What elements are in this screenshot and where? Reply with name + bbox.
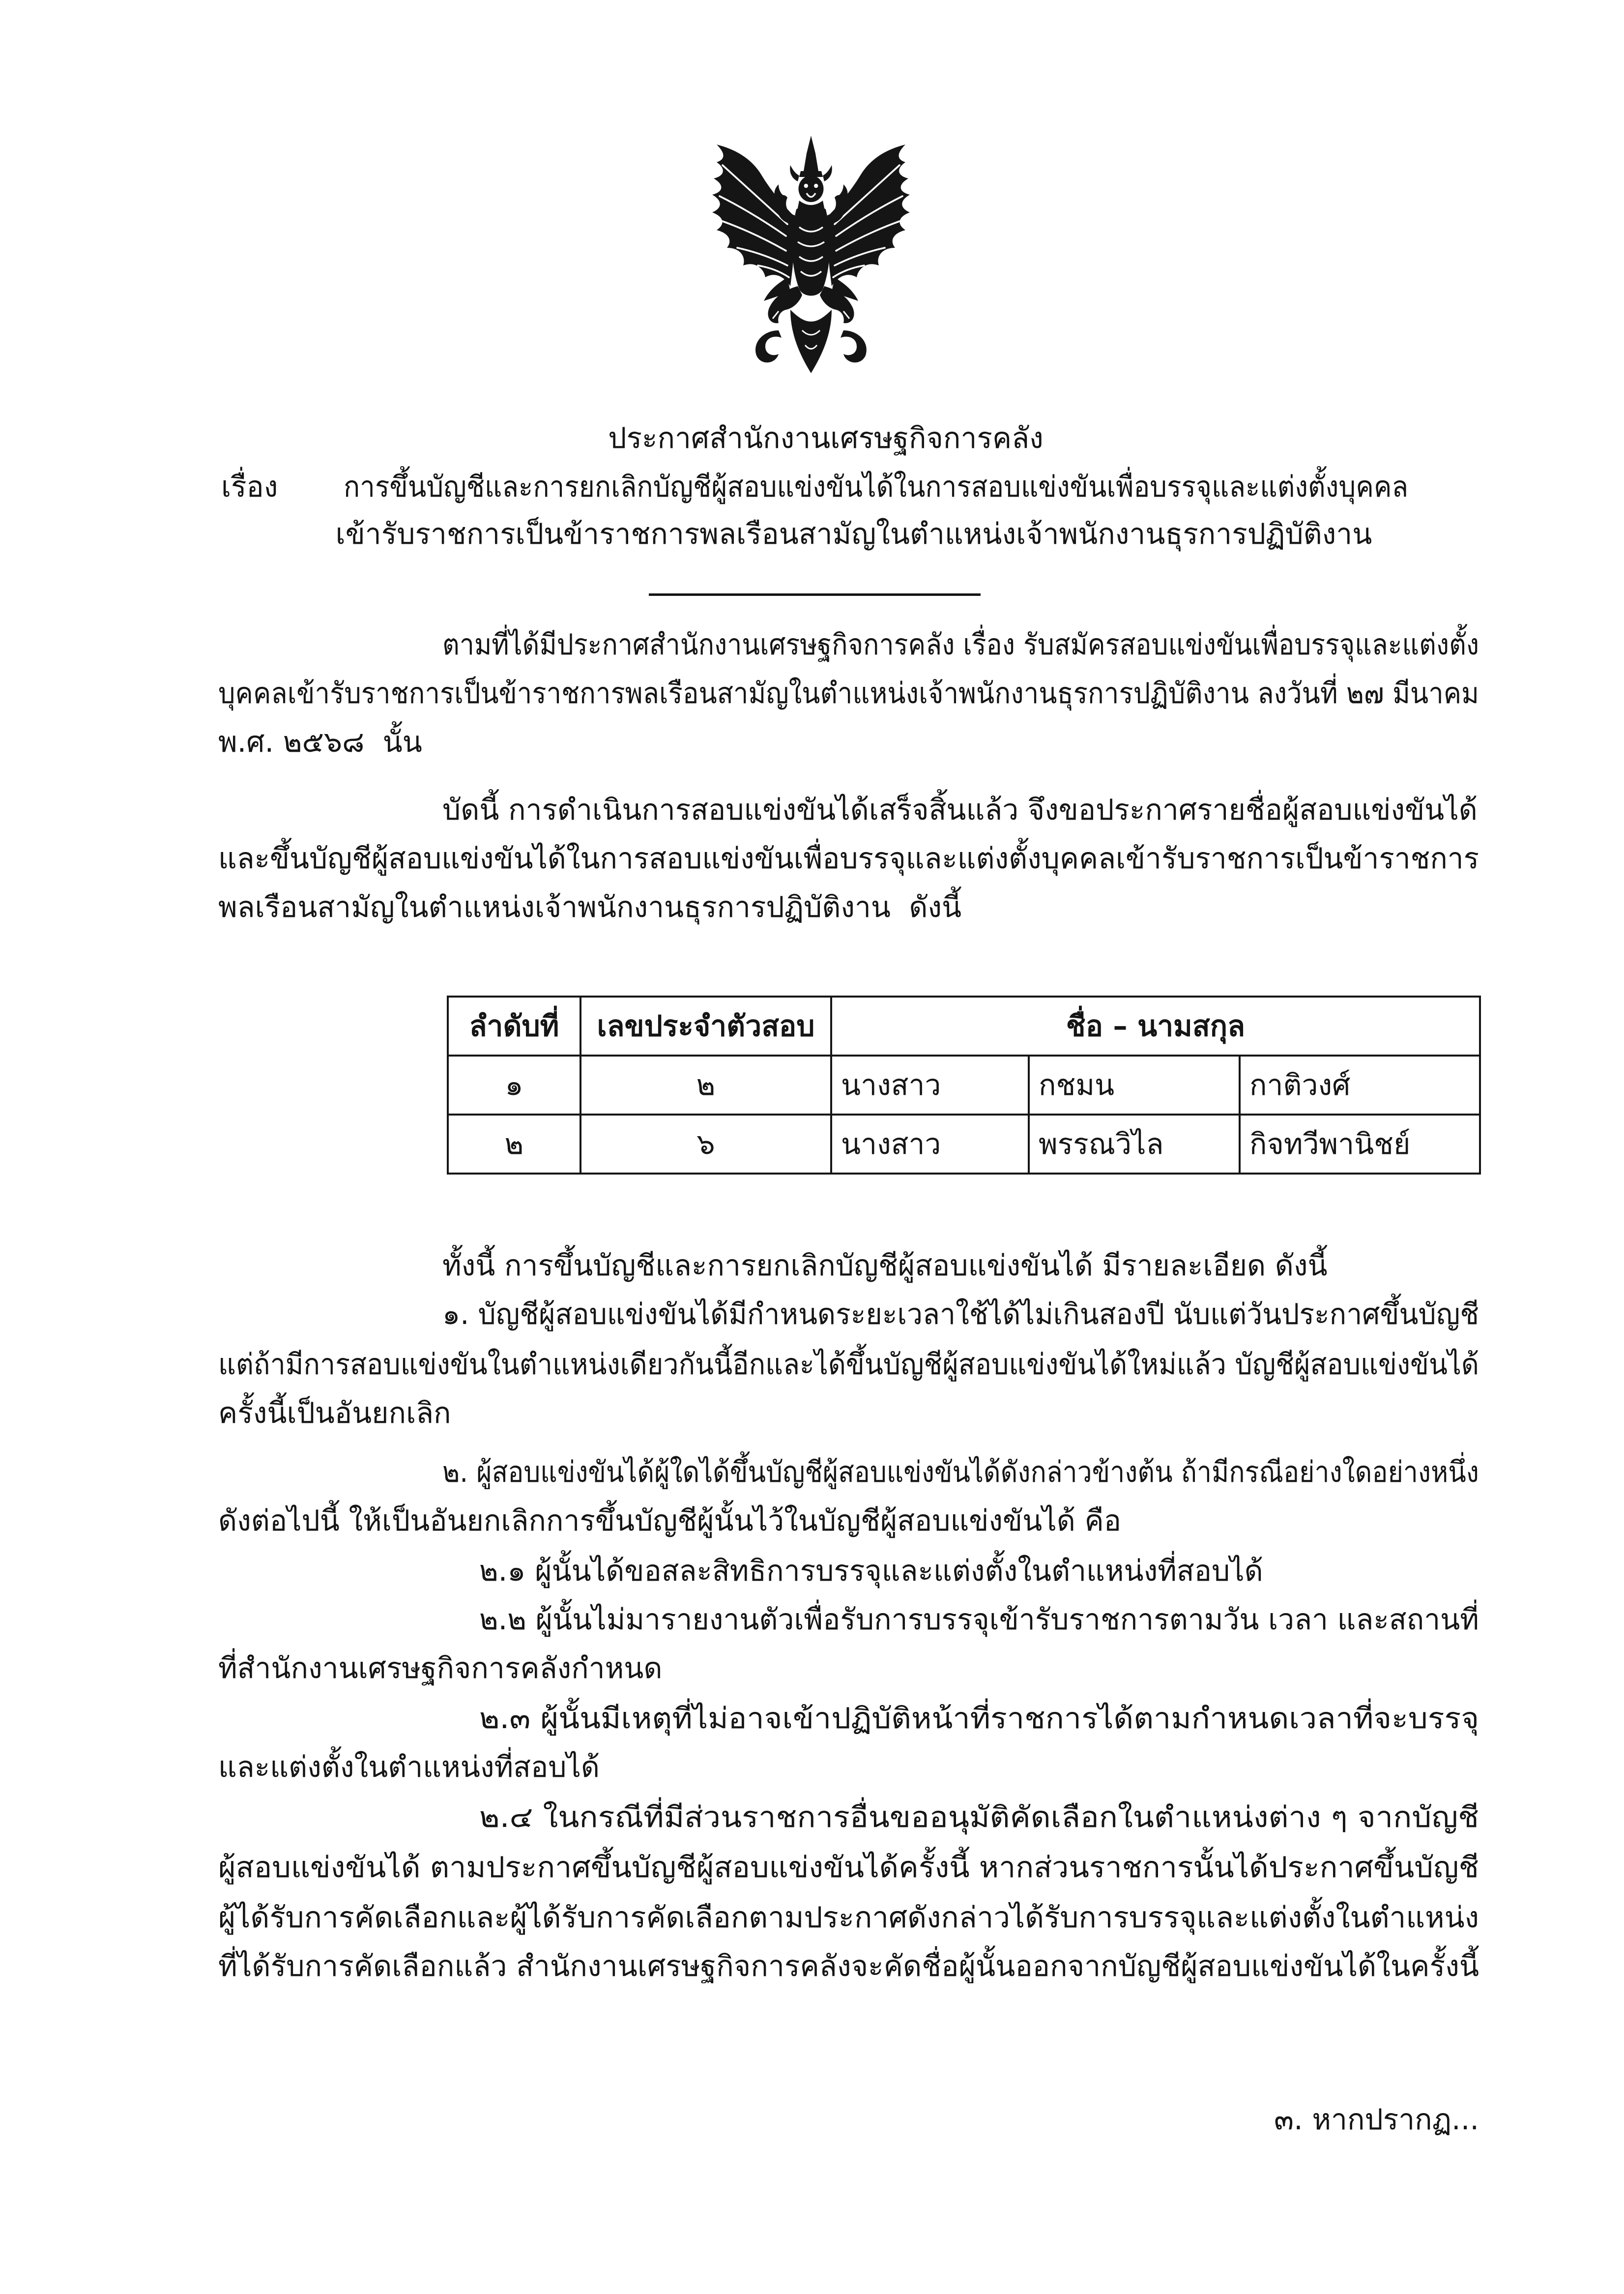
detail-text: ทั้งนี้ การขึ้นบัญชีและการยกเลิกบัญชีผู้สอบแข่งขันได้ มีรายละเอียด ดังนี้ <box>442 1249 1328 1282</box>
announcement-paragraph-line <box>442 785 1479 834</box>
garuda-ear-left <box>790 165 799 181</box>
header-order <box>448 997 580 1056</box>
header-order-text: ลำดับที่ <box>469 1009 559 1043</box>
cell-first-name <box>1029 1115 1240 1174</box>
subject-line <box>344 462 1408 511</box>
table-header-row <box>448 997 1480 1056</box>
cell-last-name-text: กิจทวีพานิชย์ <box>1249 1127 1411 1161</box>
detail-line <box>479 1595 1479 1644</box>
detail-line <box>218 1893 1479 1942</box>
detail-line <box>218 1742 1479 1792</box>
table-row <box>448 1115 1480 1174</box>
garuda-body <box>792 205 830 296</box>
garuda-eye-left <box>804 184 808 188</box>
detail-text: ๑. บัญชีผู้สอบแข่งขันได้มีกำหนดระยะเวลาใช้ได้ไม่เกินสองปี นับแต่วันประกาศขึ้นบัญชี <box>442 1297 1479 1331</box>
cell-title <box>831 1115 1029 1174</box>
header-exam-id-text: เลขประจำตัวสอบ <box>597 1009 815 1043</box>
detail-line <box>479 1793 1479 1842</box>
announcement-paragraph-line <box>218 882 1479 932</box>
detail-line <box>218 1388 1479 1438</box>
announcement-title <box>197 413 1455 463</box>
detail-text: ที่สำนักงานเศรษฐกิจการคลังกำหนด <box>218 1651 663 1685</box>
detail-text: ผู้ได้รับการคัดเลือกและผู้ได้รับการคัดเลือกตามประกาศดังกล่าวได้รับการบรรจุและแต่งตั้งในตำแหน่ง <box>218 1901 1479 1934</box>
detail-line <box>479 1694 1479 1743</box>
intro-paragraph-line <box>218 669 1479 718</box>
announcement-paragraph-text: และขึ้นบัญชีผู้สอบแข่งขันได้ในการสอบแข่งขันเพื่อบรรจุและแต่งตั้งบุคคลเข้ารับราชการเป็นข้าราชการ <box>218 842 1479 875</box>
detail-line <box>442 1447 1479 1497</box>
garuda-tail <box>790 310 832 373</box>
detail-line <box>218 1941 1479 1991</box>
announcement-title-text: ประกาศสำนักงานเศรษฐกิจการคลัง <box>608 421 1044 455</box>
detail-line <box>218 1340 1479 1389</box>
intro-paragraph-text: พ.ศ. ๒๕๖๘ นั้น <box>218 725 422 759</box>
cell-last-name-text: กาติวงศ์ <box>1249 1068 1351 1102</box>
subject-line-text: เข้ารับราชการเป็นข้าราชการพลเรือนสามัญในตำแหน่งเจ้าพนักงานธุรการปฏิบัติงาน <box>335 517 1372 551</box>
header-exam-id <box>580 997 831 1056</box>
detail-text: ๒.๑ ผู้นั้นได้ขอสละสิทธิการบรรจุและแต่งตั้งในตำแหน่งที่สอบได้ <box>479 1554 1263 1588</box>
garuda-emblem <box>705 136 917 373</box>
cell-order <box>448 1056 580 1115</box>
detail-line <box>479 1546 1479 1595</box>
cell-exam-id-text: ๖ <box>696 1127 715 1161</box>
page-continuation-text: ๓. หากปรากฏ... <box>1274 2103 1479 2136</box>
detail-line <box>218 1843 1479 1892</box>
detail-text: ๒.๔ ในกรณีที่มีส่วนราชการอื่นขออนุมัติคัดเลือกในตำแหน่งต่าง ๆ จากบัญชี <box>479 1800 1479 1834</box>
detail-text: ๒.๓ ผู้นั้นมีเหตุที่ไม่อาจเข้าปฏิบัติหน้าที่ราชการได้ตามกำหนดเวลาที่จะบรรจุ <box>479 1702 1479 1735</box>
detail-line <box>218 1496 1479 1545</box>
garuda-ear-right <box>823 165 832 181</box>
cell-title <box>831 1056 1029 1115</box>
results-table <box>447 996 1481 1175</box>
title-divider <box>649 593 981 596</box>
subject-line <box>218 509 1489 559</box>
cell-exam-id <box>580 1115 831 1174</box>
garuda-right-half <box>820 145 910 362</box>
intro-paragraph-line <box>442 620 1479 669</box>
cell-exam-id-text: ๒ <box>696 1068 716 1102</box>
cell-first-name-text: พรรณวิไล <box>1039 1127 1164 1161</box>
detail-text: ดังต่อไปนี้ ให้เป็นอันยกเลิกการขึ้นบัญชีผู้นั้นไว้ในบัญชีผู้สอบแข่งขันได้ คือ <box>218 1504 1121 1537</box>
announcement-paragraph-line <box>218 834 1479 883</box>
detail-text: ที่ได้รับการคัดเลือกแล้ว สำนักงานเศรษฐกิจการคลังจะคัดชื่อผู้นั้นออกจากบัญชีผู้สอบแข่งขันได้ในครั้งนี้ <box>218 1949 1479 1983</box>
detail-line <box>442 1290 1479 1339</box>
cell-exam-id <box>580 1056 831 1115</box>
cell-last-name <box>1240 1056 1480 1115</box>
table-row <box>448 1056 1480 1115</box>
cell-order-text: ๑ <box>505 1068 523 1102</box>
detail-text: ครั้งนี้เป็นอันยกเลิก <box>218 1396 451 1430</box>
garuda-crown <box>804 136 818 171</box>
detail-text: แต่ถ้ามีการสอบแข่งขันในตำแหน่งเดียวกันนี้อีกและได้ขึ้นบัญชีผู้สอบแข่งขันได้ใหม่แล้ว บัญชีผู้สอบแข่งขันได้ <box>218 1348 1479 1381</box>
intro-paragraph-text: บุคคลเข้ารับราชการเป็นข้าราชการพลเรือนสามัญในตำแหน่งเจ้าพนักงานธุรการปฏิบัติงาน ลงวันที่ ๒๗ มีนาคม <box>218 676 1479 710</box>
detail-text: และแต่งตั้งในตำแหน่งที่สอบได้ <box>218 1750 600 1784</box>
page-continuation <box>1184 2095 1479 2144</box>
cell-title-text: นางสาว <box>841 1127 941 1161</box>
cell-last-name <box>1240 1115 1480 1174</box>
detail-line <box>442 1241 1479 1290</box>
subject-label-text: เรื่อง <box>221 470 278 503</box>
announcement-paragraph-text: พลเรือนสามัญในตำแหน่งเจ้าพนักงานธุรการปฏิบัติงาน ดังนี้ <box>218 890 962 924</box>
intro-paragraph-text: ตามที่ได้มีประกาศสำนักงานเศรษฐกิจการคลัง เรื่อง รับสมัครสอบแข่งขันเพื่อบรรจุและแต่งตั้ง <box>442 628 1479 661</box>
header-full-name <box>831 997 1480 1056</box>
garuda-head <box>799 176 824 202</box>
detail-text: ผู้สอบแข่งขันได้ ตามประกาศขึ้นบัญชีผู้สอบแข่งขันได้ครั้งนี้ หากส่วนราชการนั้นได้ประกาศขึ้นบัญชี <box>218 1851 1479 1884</box>
cell-order-text: ๒ <box>504 1127 524 1161</box>
detail-text: ๒.๒ ผู้นั้นไม่มารายงานตัวเพื่อรับการบรรจุเข้ารับราชการตามวัน เวลา และสถานที่ <box>479 1603 1479 1636</box>
cell-first-name-text: กชมน <box>1039 1068 1115 1102</box>
cell-first-name <box>1029 1056 1240 1115</box>
intro-paragraph-line <box>218 717 1479 766</box>
cell-order <box>448 1115 580 1174</box>
subject-label <box>221 462 339 511</box>
garuda-left-half <box>712 145 802 362</box>
garuda-eye-right <box>814 184 818 188</box>
detail-line <box>218 1644 1479 1693</box>
announcement-paragraph-text: บัดนี้ การดำเนินการสอบแข่งขันได้เสร็จสิ้นแล้ว จึงขอประกาศรายชื่อผู้สอบแข่งขันได้ <box>442 793 1478 826</box>
detail-text: ๒. ผู้สอบแข่งขันได้ผู้ใดได้ขึ้นบัญชีผู้สอบแข่งขันได้ดังกล่าวข้างต้น ถ้ามีกรณีอย่างใดอย่างหนึ่ง <box>442 1455 1479 1489</box>
cell-title-text: นางสาว <box>841 1068 941 1102</box>
header-full-name-text: ชื่อ – นามสกุล <box>1066 1009 1246 1043</box>
subject-line-text: การขึ้นบัญชีและการยกเลิกบัญชีผู้สอบแข่งขันได้ในการสอบแข่งขันเพื่อบรรจุและแต่งตั้งบุคคล <box>344 470 1409 503</box>
